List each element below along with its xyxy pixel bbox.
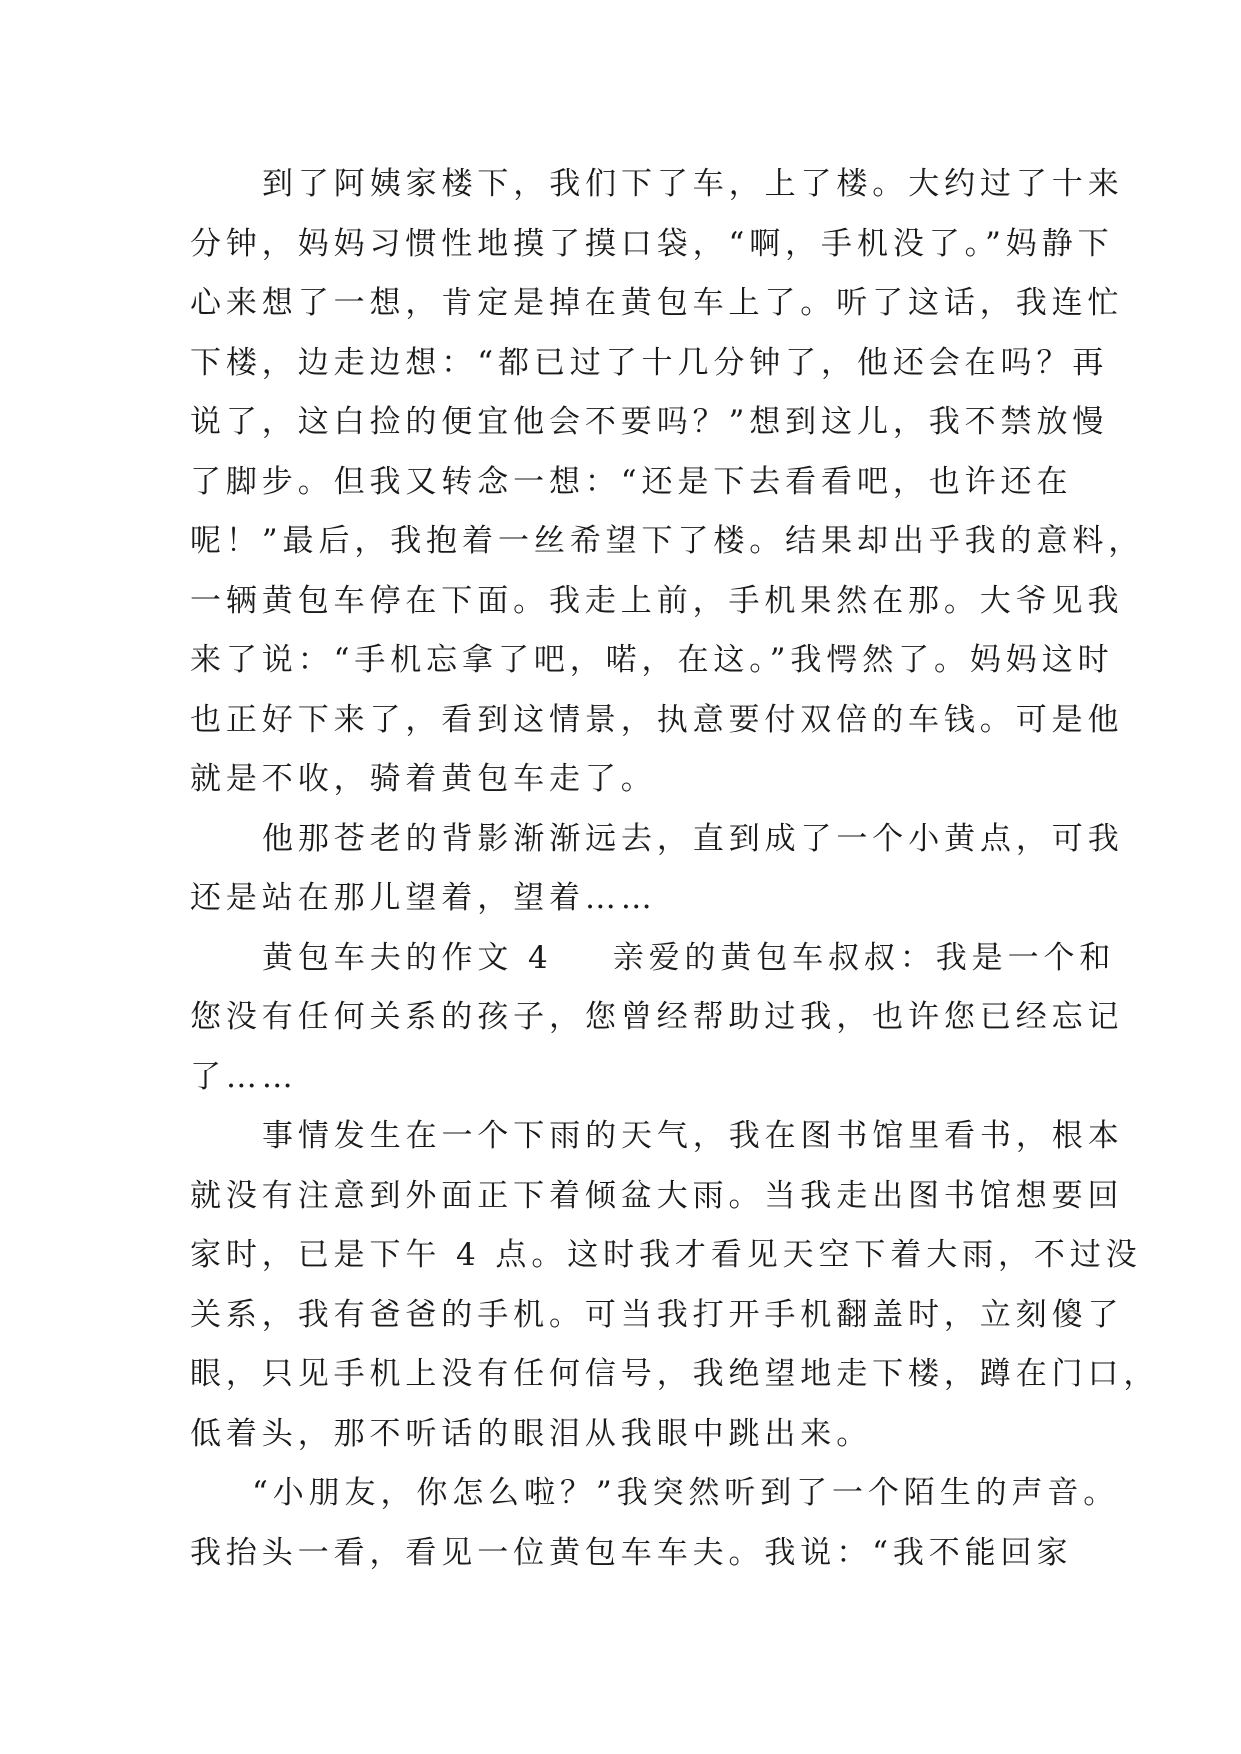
paragraph-5 [190,1464,1120,1583]
heading-line [190,929,1116,989]
paragraph-2 [190,810,1124,929]
text-line: 来了说：“手机忘拿了吧，喏，在这。”我愕然了。妈妈这时 [190,642,1114,678]
text-line: 一辆黄包车停在下面。我走上前，手机果然在那。大爷见我 [190,582,1124,619]
text-line: 了…… [190,1058,298,1095]
text-line: 关系，我有爸爸的手机。可当我打开手机翻盖时，立刻傻了 [190,1296,1124,1333]
paragraph-3 [190,929,1124,1108]
text-line: 说了，这白捡的便宜他会不要吗？”想到这儿，我不禁放慢 [190,404,1109,440]
text-line: “小朋友，你怎么啦？”我突然听到了一个陌生的声音。 [252,1475,1120,1511]
text-line: 了脚步。但我又转念一想：“还是下去看看吧，也许还在 [190,463,1073,500]
text-line: 低着头，那不听话的眼泪从我眼中跳出来。 [190,1415,873,1452]
text-line: 家时，已是下午 4 点。这时我才看见天空下着大雨，不过没 [190,1237,1142,1273]
text-line: 分钟，妈妈习惯性地摸了摸口袋，“啊，手机没了。”妈静下 [190,225,1114,262]
text-line: 呢！”最后，我抱着一丝希望下了楼。结果却出乎我的意料， [190,523,1145,559]
text-line: 事情发生在一个下雨的天气，我在图书馆里看书，根本 [262,1118,1124,1154]
text-line: 心来想了一想，肯定是掉在黄包车上了。听了这话，我连忙 [190,285,1124,321]
letter-salutation: 亲爱的黄包车叔叔：我是一个和 [612,939,1116,976]
document-body [190,155,1160,1583]
text-line: 就没有注意到外面正下着倾盆大雨。当我走出图书馆想要回 [190,1177,1124,1214]
text-line: 还是站在那儿望着，望着…… [190,880,657,916]
text-line: 我抬头一看，看见一位黄包车车夫。我说：“我不能回家 [190,1534,1073,1571]
text-line: 他那苍老的背影渐渐远去，直到成了一个小黄点，可我 [262,820,1124,857]
text-line: 就是不收，骑着黄包车走了。 [190,761,657,797]
paragraph-4 [190,1107,1160,1464]
text-line: 也正好下来了，看到这情景，执意要付双倍的车钱。可是他 [190,701,1124,738]
paragraph-1 [190,155,1145,810]
text-line: 眼，只见手机上没有任何信号，我绝望地走下楼，蹲在门口， [190,1356,1160,1392]
text-line: 下楼，边走边想：“都已过了十几分钟了，他还会在吗？再 [190,344,1109,381]
text-line: 到了阿姨家楼下，我们下了车，上了楼。大约过了十来 [262,166,1124,202]
essay-heading: 黄包车夫的作文 4 [262,939,553,976]
text-line: 您没有任何关系的孩子，您曾经帮助过我，也许您已经忘记 [190,999,1124,1035]
